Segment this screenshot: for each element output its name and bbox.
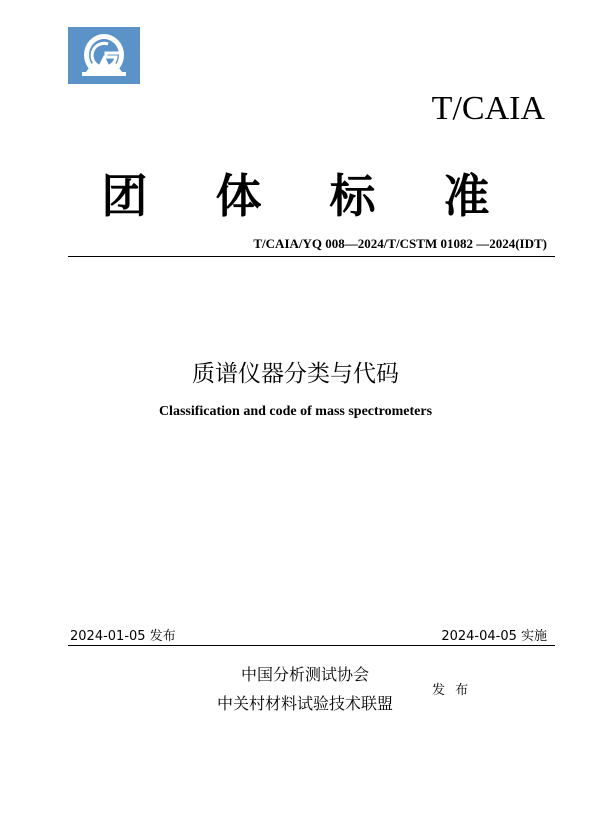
standard-type-title: 团 体 标 准 bbox=[101, 169, 516, 223]
issuing-organizations bbox=[180, 660, 430, 718]
standard-code: T/CAIA bbox=[431, 90, 545, 127]
organization-name: 中关村材料试验技术联盟 bbox=[216, 694, 393, 713]
standard-number: T/CAIA/YQ 008—2024/T/CSTM 01082 —2024(IDT) bbox=[253, 236, 547, 251]
release-label: 发 布 bbox=[432, 683, 472, 698]
bottom-divider bbox=[68, 645, 555, 646]
document-title-cn: 质谱仪器分类与代码 bbox=[192, 361, 399, 387]
organization-logo bbox=[68, 27, 140, 84]
top-divider bbox=[68, 256, 555, 257]
organization-name: 中国分析测试协会 bbox=[240, 665, 369, 684]
document-title-en: Classification and code of mass spectrometers bbox=[158, 404, 433, 419]
implement-date: 2024-04-05 实施 bbox=[441, 629, 547, 644]
issue-date: 2024-01-05 发布 bbox=[70, 629, 176, 644]
emblem-icon bbox=[68, 27, 140, 84]
